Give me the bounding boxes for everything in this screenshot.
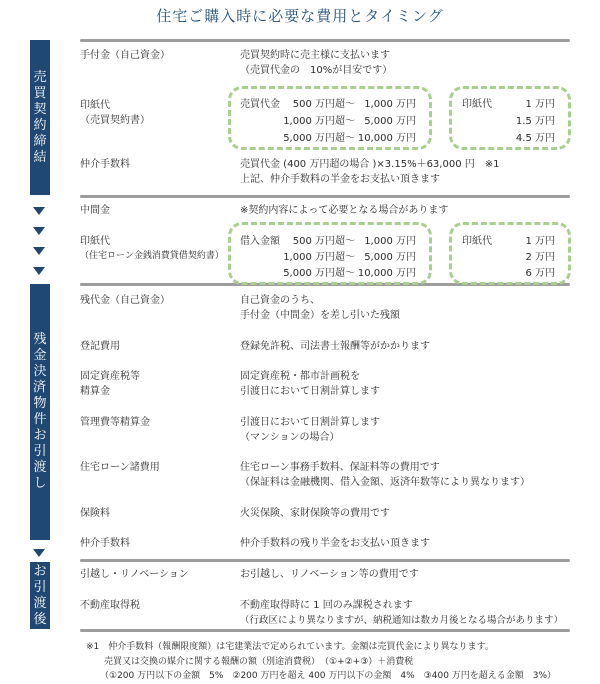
deposit-desc-2: （売買代金の 10%が目安です） — [240, 65, 393, 76]
table-head: 印紙代 — [462, 99, 492, 110]
deposit-label: 手付金（自己資金） — [80, 50, 170, 61]
loan-desc-1: 住宅ローン事務手数料、保証料等の費用です — [240, 462, 440, 473]
table-head: 借入金額 — [240, 236, 280, 247]
acquisition-tax-desc-2: （行政区により異なりますが、納税通知は数カ月後となる場合があります） — [240, 615, 564, 626]
interim-label: 中間金 — [80, 205, 110, 216]
divider — [80, 195, 570, 198]
loan-desc-2: （保証料は金融機関、借入金額、返済年数等により異なります） — [240, 477, 530, 488]
range-from: 500 万円超〜 — [292, 236, 355, 247]
range-to: 10,000 万円 — [357, 268, 416, 279]
table-head: 印紙代 — [462, 236, 492, 247]
property-tax-label: 固定資産税等 — [80, 371, 140, 382]
footnote-line-3: （①200 万円以下の金額 5% ②200 万円を超え 400 万円以下の金額 4% ③400 万円を超える金額 3%） — [100, 671, 557, 681]
management-desc-1: 引渡日において日割計算します — [240, 417, 380, 428]
stamp-fee: 1 万円 — [525, 99, 555, 110]
range-from: 1,000 万円超〜 — [283, 116, 355, 127]
range-to: 5,000 万円 — [364, 252, 416, 263]
property-tax-desc-1: 固定資産税・都市計画税を — [240, 371, 360, 382]
range-from: 500 万円超〜 — [292, 99, 355, 110]
management-label: 管理費等精算金 — [80, 417, 150, 428]
range-to: 1,000 万円 — [364, 99, 416, 110]
agent-desc-1: 売買代金 (400 万円超の場合 )×3.15%＋63,000 円 ※1 — [240, 159, 500, 170]
stamp2-sublabel: （住宅ローン金銭消費貸借契約書） — [80, 251, 224, 261]
range-from: 5,000 万円超〜 — [283, 268, 355, 279]
arrow-down-icon — [33, 207, 45, 215]
arrow-down-icon — [33, 549, 45, 557]
stamp2-label: 印紙代 — [80, 236, 110, 247]
agent2-label: 仲介手数料 — [80, 538, 130, 549]
balance-desc-1: 自己資金のうち、 — [240, 295, 320, 306]
moving-desc: お引越し、リノベーション等の費用です — [240, 569, 419, 580]
stamp-fee: 2 万円 — [525, 252, 555, 263]
divider — [80, 559, 570, 562]
footnote-line-2: 売買又は交換の媒介に関する報酬の額（別途消費税） （①+②+③）＋消費税 — [104, 657, 414, 667]
insurance-desc: 火災保険、家財保険等の費用です — [240, 508, 390, 519]
agent-label: 仲介手数料 — [80, 159, 130, 170]
agent2-desc: 仲介手数料の残り半金をお支払い頂きます — [240, 538, 430, 549]
section-moving: お引渡後 — [30, 562, 50, 629]
balance-label: 残代金（自己資金） — [80, 295, 170, 306]
stamp-fee: 6 万円 — [525, 268, 555, 279]
balance-desc-2: 手付金（中間金）を差し引いた残額 — [240, 310, 400, 321]
property-tax-desc-2: 引渡日において日割計算します — [240, 386, 380, 397]
divider — [80, 39, 570, 42]
moving-label: 引越し・リノベーション — [80, 569, 189, 580]
divider — [80, 629, 570, 632]
stamp-fee: 1.5 万円 — [515, 116, 555, 127]
management-desc-2: （マンションの場合） — [240, 432, 340, 443]
arrow-down-icon — [33, 227, 45, 235]
page-title: 住宅ご購入時に必要な費用とタイミング — [156, 7, 444, 25]
range-to: 1,000 万円 — [364, 236, 416, 247]
registration-desc: 登録免許税、司法書士報酬等がかかります — [240, 341, 430, 352]
agent-desc-2: 上記、仲介手数料の半金をお支払い頂きます — [240, 174, 440, 185]
table-head: 売買代金 — [240, 99, 280, 110]
interim-desc: ※契約内容によって必要となる場合があります — [240, 205, 449, 216]
footnote-line-1: ※1 仲介手数料（報酬限度額）は宅建業法で定められています。金額は売買代金により異なります。 — [86, 642, 494, 652]
registration-label: 登記費用 — [80, 341, 120, 352]
stamp1-label: 印紙代 — [80, 100, 110, 111]
arrow-down-icon — [33, 267, 45, 275]
range-to: 10,000 万円 — [357, 133, 416, 144]
range-from: 5,000 万円超〜 — [283, 133, 355, 144]
deposit-desc-1: 売買契約時に売主様に支払います — [240, 50, 390, 61]
acquisition-tax-desc-1: 不動産取得時に 1 回のみ課税されます — [240, 600, 413, 611]
section-settlement: 残金決済・物件お引渡し — [30, 284, 50, 540]
section-contract: 売買契約締結 — [30, 40, 50, 195]
insurance-label: 保険料 — [80, 508, 110, 519]
stamp-fee: 4.5 万円 — [515, 133, 555, 144]
range-to: 5,000 万円 — [364, 116, 416, 127]
loan-label: 住宅ローン諸費用 — [80, 462, 160, 473]
acquisition-tax-label: 不動産取得税 — [80, 600, 140, 611]
arrow-down-icon — [33, 247, 45, 255]
range-from: 1,000 万円超〜 — [283, 252, 355, 263]
stamp1-sublabel: （売買契約書） — [80, 115, 150, 126]
stamp-fee: 1 万円 — [525, 236, 555, 247]
property-tax-sublabel: 精算金 — [80, 386, 110, 397]
